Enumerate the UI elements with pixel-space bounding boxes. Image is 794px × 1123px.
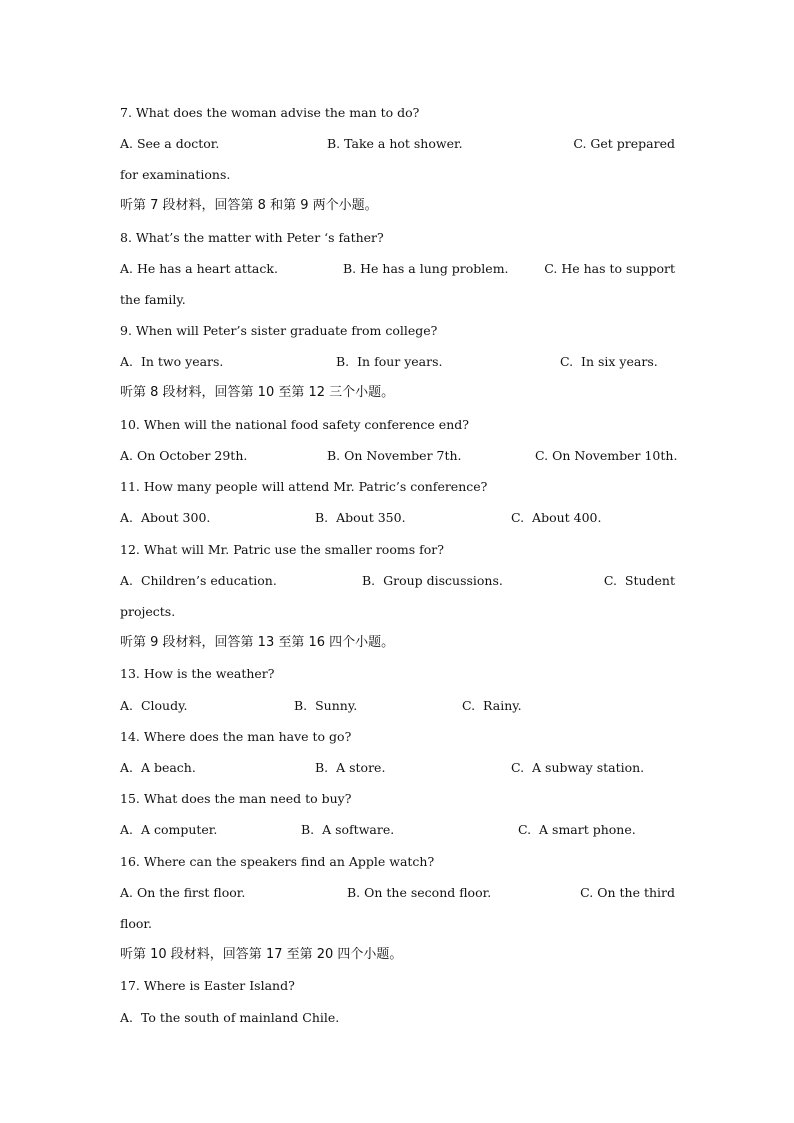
question-12-options xyxy=(120,571,675,591)
question-14-options xyxy=(120,758,675,778)
question-9-options xyxy=(120,352,675,372)
question-17: 17. Where is Easter Island? xyxy=(120,978,295,993)
option-b: B. He has a lung problem. xyxy=(343,261,509,276)
option-c: C. A subway station. xyxy=(511,760,645,775)
option-c: C. In six years. xyxy=(560,354,658,369)
option-a: A. On October 29th. xyxy=(120,448,248,463)
question-13: 13. How is the weather? xyxy=(120,666,275,681)
question-8: 8. What’s the matter with Peter ‘s father? xyxy=(120,230,384,245)
option-c: C. About 400. xyxy=(511,510,602,525)
option-b: B. Group discussions. xyxy=(362,573,503,588)
option-a: A. A computer. xyxy=(120,822,218,837)
section-heading-7: 听第 7 段材料，回答第 8 和第 9 两个小题。 xyxy=(120,198,378,213)
option-c: C. On November 10th. xyxy=(535,448,678,463)
option-b: B. On November 7th. xyxy=(327,448,462,463)
option-b: B. A software. xyxy=(301,822,395,837)
option-a: A. In two years. xyxy=(120,354,224,369)
question-8-options xyxy=(120,259,675,279)
question-15-options xyxy=(120,820,675,840)
question-17-option-a: A. To the south of mainland Chile. xyxy=(120,1010,340,1025)
question-7-options xyxy=(120,134,675,154)
section-heading-10: 听第 10 段材料，回答第 17 至第 20 四个小题。 xyxy=(120,947,403,962)
option-b: B. Take a hot shower. xyxy=(327,136,463,151)
question-7: 7. What does the woman advise the man to do? xyxy=(120,105,420,120)
option-c: C. On the third xyxy=(580,885,675,900)
option-a: A. A beach. xyxy=(120,760,196,775)
option-c-continuation: projects. xyxy=(120,604,176,619)
section-heading-9: 听第 9 段材料，回答第 13 至第 16 四个小题。 xyxy=(120,635,395,650)
option-b: B. On the second floor. xyxy=(347,885,492,900)
question-11: 11. How many people will attend Mr. Patric’s conference? xyxy=(120,479,488,494)
option-a: A. On the first floor. xyxy=(120,885,246,900)
section-heading-8: 听第 8 段材料，回答第 10 至第 12 三个小题。 xyxy=(120,385,395,400)
option-a: A. He has a heart attack. xyxy=(120,261,278,276)
option-c-continuation: for examinations. xyxy=(120,167,231,182)
option-a: A. Cloudy. xyxy=(120,698,188,713)
question-9: 9. When will Peter’s sister graduate from college? xyxy=(120,323,438,338)
question-10: 10. When will the national food safety conference end? xyxy=(120,417,469,432)
option-a: A. See a doctor. xyxy=(120,136,220,151)
option-a: A. Children’s education. xyxy=(120,573,277,588)
option-c: C. A smart phone. xyxy=(518,822,636,837)
question-13-options xyxy=(120,696,675,716)
option-b: B. Sunny. xyxy=(294,698,358,713)
option-c: C. Rainy. xyxy=(462,698,522,713)
question-15: 15. What does the man need to buy? xyxy=(120,791,352,806)
option-a: A. About 300. xyxy=(120,510,211,525)
option-b: B. A store. xyxy=(315,760,386,775)
question-12: 12. What will Mr. Patric use the smaller rooms for? xyxy=(120,542,444,557)
option-c: C. He has to support xyxy=(544,261,675,276)
question-11-options xyxy=(120,508,675,528)
option-b: B. About 350. xyxy=(315,510,406,525)
question-10-options xyxy=(120,446,678,466)
question-14: 14. Where does the man have to go? xyxy=(120,729,352,744)
question-16: 16. Where can the speakers find an Apple watch? xyxy=(120,854,435,869)
option-b: B. In four years. xyxy=(336,354,443,369)
question-16-options xyxy=(120,883,675,903)
option-c: C. Student xyxy=(603,573,675,588)
option-c-continuation: floor. xyxy=(120,916,152,931)
option-c-continuation: the family. xyxy=(120,292,186,307)
option-c: C. Get prepared xyxy=(573,136,675,151)
